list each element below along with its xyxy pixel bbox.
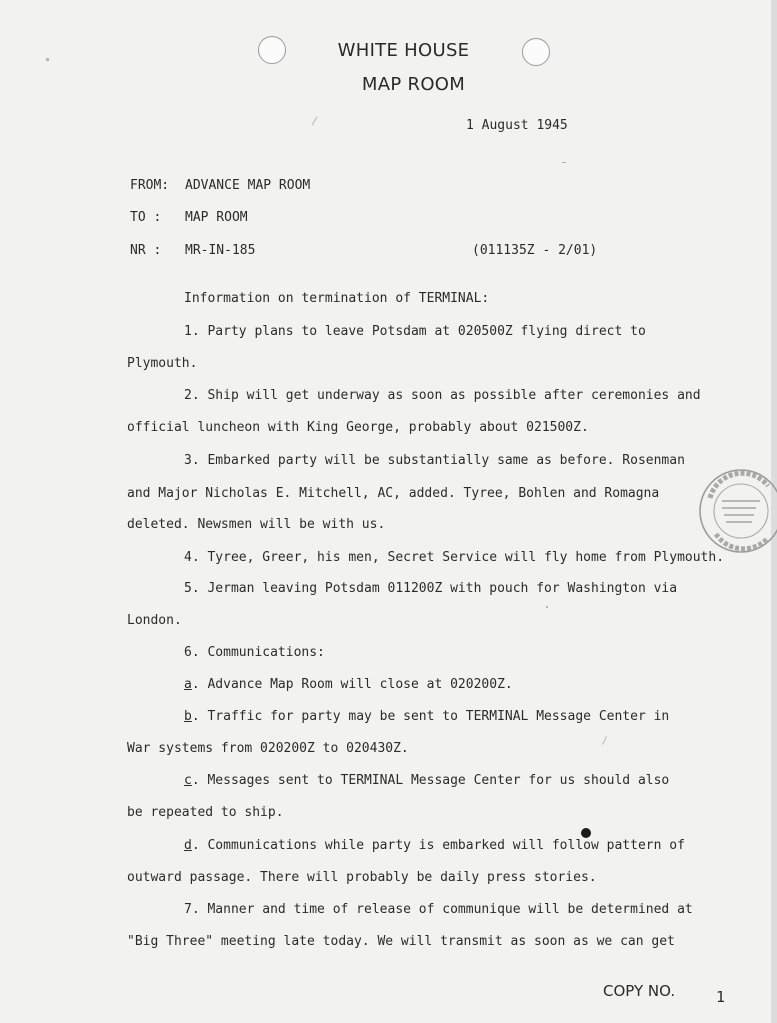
date-time-group: (011135Z - 2/01) — [472, 243, 598, 258]
paragraph-5-cont: London. — [127, 613, 182, 628]
ink-blot — [581, 828, 591, 838]
letterhead-title: WHITE HOUSE — [337, 40, 470, 61]
paper-speck — [562, 162, 566, 163]
paper-speck — [312, 116, 318, 125]
to-value: MAP ROOM — [185, 210, 248, 225]
paragraph-3-cont2: deleted. Newsmen will be with us. — [127, 517, 386, 532]
archive-stamp-icon — [698, 468, 777, 554]
paragraph-2: 2. Ship will get underway as soon as possible after ceremonies and — [184, 388, 701, 403]
subparagraph-b-text: . Traffic for party may be sent to TERMINAL Message Center in — [191, 709, 670, 724]
to-label: TO : — [130, 210, 162, 225]
paper-speck — [602, 736, 607, 745]
paragraph-4: 4. Tyree, Greer, his men, Secret Service will fly home from Plymouth. — [184, 550, 725, 565]
paragraph-6: 6. Communications: — [184, 645, 325, 660]
paragraph-5: 5. Jerman leaving Potsdam 011200Z with pouch for Washington via — [184, 581, 678, 596]
subparagraph-c-cont: be repeated to ship. — [127, 805, 284, 820]
subparagraph-a-letter: a — [184, 677, 192, 692]
nr-value: MR-IN-185 — [185, 243, 256, 258]
nr-label: NR : — [130, 243, 162, 258]
letterhead-subtitle: MAP ROOM — [361, 74, 466, 95]
subparagraph-b — [184, 709, 669, 724]
subparagraph-d-text: . Communications while party is embarked will follow pattern of — [191, 838, 685, 853]
from-value: ADVANCE MAP ROOM — [185, 178, 311, 193]
subparagraph-b-letter: b — [184, 709, 192, 724]
paragraph-2-cont: official luncheon with King George, probably about 021500Z. — [127, 420, 589, 435]
subparagraph-d-letter: d — [184, 838, 192, 853]
copy-number-value: 1 — [716, 988, 726, 1006]
paragraph-7-cont: "Big Three" meeting late today. We will transmit as soon as we can get — [127, 934, 675, 949]
paragraph-7: 7. Manner and time of release of communique will be determined at — [184, 902, 693, 917]
subparagraph-d — [184, 838, 685, 853]
paper-speck — [546, 606, 548, 608]
subparagraph-c — [184, 773, 669, 788]
paragraph-3: 3. Embarked party will be substantially same as before. Rosenman — [184, 453, 685, 468]
intro-line: Information on termination of TERMINAL: — [184, 291, 490, 306]
copy-number-label: COPY NO. — [603, 982, 676, 1000]
subparagraph-c-letter: c — [184, 773, 192, 788]
paragraph-3-cont: and Major Nicholas E. Mitchell, AC, added. Tyree, Bohlen and Romagna — [127, 486, 660, 501]
subparagraph-d-cont: outward passage. There will probably be daily press stories. — [127, 870, 597, 885]
from-label: FROM: — [130, 178, 170, 193]
subparagraph-c-text: . Messages sent to TERMINAL Message Center for us should also — [191, 773, 670, 788]
paper-speck — [46, 58, 49, 61]
subparagraph-b-cont: War systems from 020200Z to 020430Z. — [127, 741, 409, 756]
document-date: 1 August 1945 — [466, 118, 568, 133]
subparagraph-a-text: . Advance Map Room will close at 020200Z. — [191, 677, 513, 692]
paragraph-1-cont: Plymouth. — [127, 356, 198, 371]
subparagraph-a — [184, 677, 513, 692]
paragraph-1: 1. Party plans to leave Potsdam at 020500Z flying direct to — [184, 324, 646, 339]
